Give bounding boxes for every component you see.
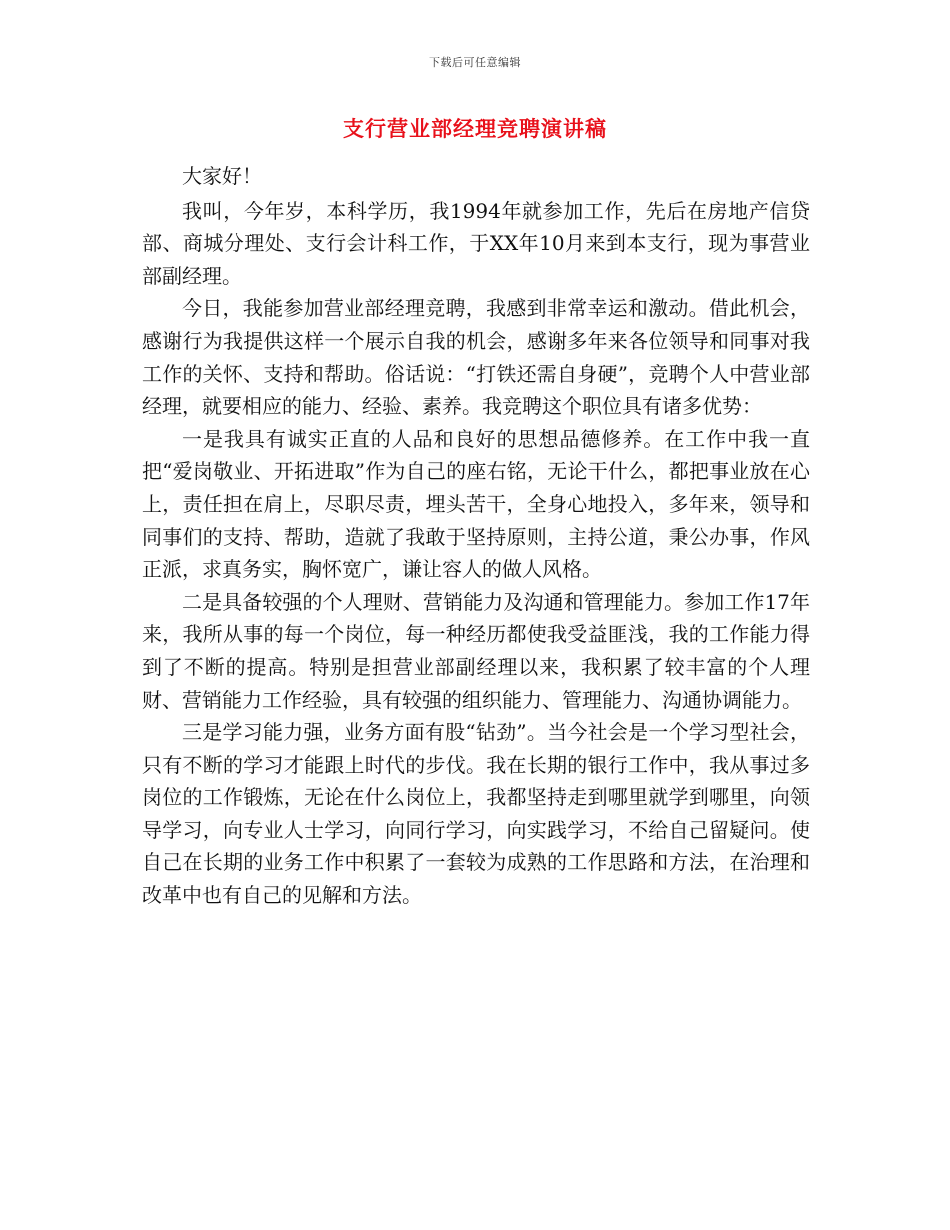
paragraph-1: 我叫，今年岁，本科学历，我1994年就参加工作，先后在房地产信贷部、商城分理处、支行会计科工作，于XX年10月来到本支行，现为事营业部副经理。 [142,198,810,288]
document-body [142,160,810,912]
paragraph-4: 二是具备较强的个人理财、营销能力及沟通和管理能力。参加工作17年来，我所从事的每一个岗位，每一种经历都使我受益匪浅，我的工作能力得到了不断的提高。特别是担营业部副经理以来，我积累了较丰富的个人理财、营销能力工作经验，具有较强的组织能力、管理能力、沟通协调能力。 [142,589,810,712]
paragraph-3: 一是我具有诚实正直的人品和良好的思想品德修养。在工作中我一直把“爱岗敬业、开拓进取”作为自己的座右铭，无论干什么，都把事业放在心上，责任担在肩上，尽职尽责，埋头苦干，全身心地投入，多年来，领导和同事们的支持、帮助，造就了我敢于坚持原则，主持公道，秉公办事，作风正派，求真务实，胸怀宽广，谦让容人的做人风格。 [142,426,810,582]
page-header: 下载后可任意编辑 [429,56,521,69]
document-title: 支行营业部经理竞聘演讲稿 [343,116,607,141]
paragraph-5: 三是学习能力强，业务方面有股“钻劲”。当今社会是一个学习型社会，只有不断的学习才能跟上时代的步伐。我在长期的银行工作中，我从事过多岗位的工作锻炼，无论在什么岗位上，我都坚持走到哪里就学到哪里，向领导学习，向专业人士学习，向同行学习，向实践学习，不给自己留疑问。使自己在长期的业务工作中积累了一套较为成熟的工作思路和方法，在治理和改革中也有自己的见解和方法。 [142,720,810,908]
greeting: 大家好！ [182,164,262,188]
paragraph-2: 今日，我能参加营业部经理竞聘，我感到非常幸运和激动。借此机会，感谢行为我提供这样一个展示自我的机会，感谢多年来各位领导和同事对我工作的关怀、支持和帮助。俗话说：“打铁还需自身硬”，竞聘个人中营业部经理，就要相应的能力、经验、素养。我竞聘这个职位具有诸多优势： [142,296,810,419]
